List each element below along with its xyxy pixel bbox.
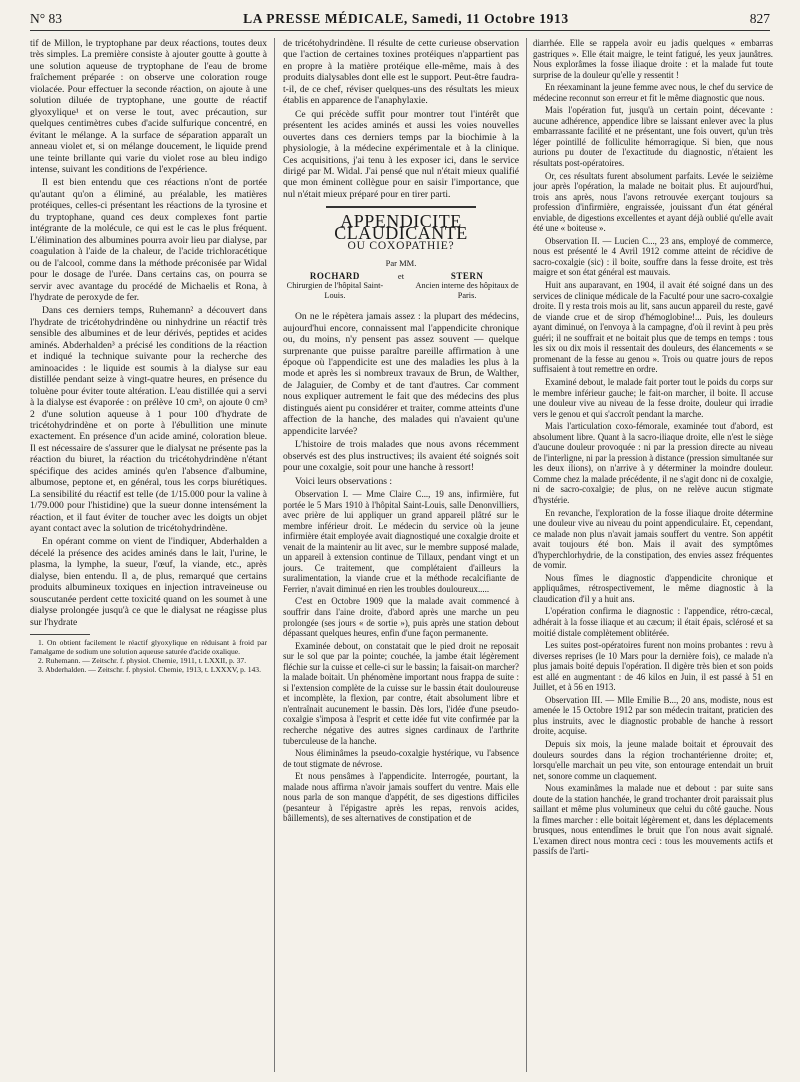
paragraph: Observation II. — Lucien C..., 23 ans, employé de commerce, nous est présenté le 4 Avril 1912 comme atteint de récidive de sacro-coxalgie (sic) : il boite, souffre dans la fesse droite, est très maigre et son état général est mauvais.: [533, 235, 773, 278]
paragraph: En revanche, l'exploration de la fosse iliaque droite détermine une douleur vive au niveau du point appendiculaire. Et, cependant, ce malade non plus n'avait jamais souffert du ventre. Son appétit avait toujours été bon. Mais il avait des symptômes d'hyperchlorhydrie, de la constipation, des envies assez fréquentes de vomir.: [533, 507, 773, 571]
paragraph: Depuis six mois, la jeune malade boitait et éprouvait des douleurs sourdes dans la région trochantérienne droite; et, lorsqu'elle marchait un peu vite, son entourage entendait un bruit net, sonore comme un claquement.: [533, 739, 773, 781]
footnote-separator: [30, 634, 90, 635]
column-3: [533, 38, 773, 1072]
footnote: 3. Abderhalden. — Zeitschr. f. physiol. Chemie, 1913, t. LXXXV, p. 143.: [38, 665, 262, 675]
paragraph: Observation III. — Mlle Emilie B..., 20 ans, modiste, nous est amenée le 15 Octobre 1912 par son médecin traitant, praticien des plus instruits, avec le diagnostic probable de hanche à ressort droite, acquise.: [533, 694, 773, 737]
author-2: [415, 271, 519, 301]
author-role: Ancien interne des hôpitaux de Paris.: [415, 281, 519, 301]
article-subtitle: OU COXOPATHIE?: [347, 240, 455, 253]
paragraph: Huit ans auparavant, en 1904, il avait été soigné dans un des services de clinique médicale de la Faculté pour une sacro-coxalgie droite. Il y resta trois mois au lit, sans aucun appareil du reste, gavé de viande crue et de sirop d'hémoglobine!... Puis, les douleurs ayant diminué, on l'envoya à la campagne, d'où il revint à peu près guéri; il ne souffrait et ne boitait plus que de temps en temps : tous les six ou dix mois il ressentait des douleurs, des élancements « se promenant de la fesse au genou ». Trois ou quatre jours de repos suffisaient à tout remettre en ordre.: [533, 280, 773, 375]
paragraph: L'histoire de trois malades que nous avons récemment observés est des plus instructives; ils avaient été soignés soit pour une coxalgie, soit pour une hanche à ressort!: [283, 439, 519, 474]
paragraph: En opérant comme on vient de l'indiquer, Abderhalden a décelé la présence des acides aminés dans le lait, l'urine, le plasma, la lymphe, la sueur, l'œuf, la viande, etc., après dialyse, bien entendu. Il a, de plus, remarqué que certains produits albumineux toxiques en injection intraveineuse ou souscutanée perdent cette toxicité quand on les soumet à une dialyse prolongée jusqu'à ce que le dialysat ne réagisse plus sur l'hydrate: [30, 536, 267, 628]
footnote: 1. On obtient facilement le réactif glyoxylique en réduisant à froid par l'amalgame de sodium une solution aqueuse saturée d'acide oxalique.: [30, 638, 267, 657]
article-title: APPENDICITE CLAUDICANTE: [334, 211, 468, 243]
byline-par: Par MM.: [385, 257, 417, 268]
article-separator: [326, 206, 476, 208]
paragraph: L'opération confirma le diagnostic : l'appendice, rétro-cæcal, adhérait à la fosse iliaque et au cæcum; il était épais, sclérosé et sa moitié distale complètement oblitérée.: [533, 606, 773, 638]
paragraph: Or, ces résultats furent absolument parfaits. Levée le seizième jour après l'opération, la malade ne boitait plus. Et aujourd'hui, trois ans après, nous l'avons retrouvée exerçant toujours sa profession d'infirmière, engraissée, jouissant d'un état général enviable, de digestions excellentes et ayant déjà oublié qu'elle avait été une « boiteuse ».: [533, 170, 773, 234]
journal-title-date: LA PRESSE MÉDICALE, Samedi, 11 Octobre 1913: [243, 11, 569, 26]
paragraph: On ne le répètera jamais assez : la plupart des médecins, aujourd'hui encore, connaissent mal l'appendicite chronique ou, du moins, n'y pensent pas assez souvent — quelque surprenante que puisse paraître pareille affirmation à une époque où l'appendicite est une des maladies les plus à la mode et après les si nombreux travaux de Brun, de Walther, de Jalaguier, de Comby et de tant d'autres. Car comment nous expliquer autrement le fait que des médecins des plus distingués aient pu considérer et traiter, comme atteints d'une affection de la hanche, des malades qui n'avaient qu'une appendicite larvée?: [283, 311, 519, 437]
observation-1: [283, 489, 519, 824]
page-header: [30, 8, 770, 31]
paragraph: tif de Millon, le tryptophane par deux réactions, toutes deux très simples. La première consiste à ajouter goutte à goutte à une solution aqueuse de tryptophane de l'eau de brome fraîchement préparée : on observe une coloration rouge violacée. Pour effectuer la seconde réaction, on ajoute à une solution diluée de tryptophane, une goutte de réactif glyoxylique¹ et on verse le tout, avec précaution, sur quelques centimètres cubes d'acide sulfurique concentré, en évitant le mélange. A la surface de séparation apparaît un anneau violet et, si on mélange doucement, le liquide prend une teinte brillante qui varie du violet rose au bleu indigo intense, suivant les conditions de l'expérience.: [30, 38, 267, 175]
paragraph: Ce qui précède suffit pour montrer tout l'intérêt que présentent les acides aminés et aussi les voies nouvelles ouvertes dans ces derniers temps par la biochimie à la physiologie, à la médecine expérimentale et à la clinique. Ces acquisitions, j'ai tenu à les exposer ici, dans le service dirigé par M. Widal. J'ai pensé que nul n'était mieux qualifié que mon éminent collègue pour en saisir l'importance, que nul n'était mieux préparé pour en tirer parti.: [283, 108, 519, 200]
paragraph: Il est bien entendu que ces réactions n'ont de portée qu'autant qu'on a éliminé, au préalable, les matières protéiques, celles-ci présentant les réactions de la tyrosine et du tryptophane, quand ces deux complexes font partie intégrante de la molécule, ce qui est le cas le plus fréquent. L'élimination des albumines pourra avoir lieu par dialyse, par coagulation à l'aide de la chaleur, de l'acide trichloracétique ou de l'alcool, comme dans la méthode préconisée par Widal pour le dosage de l'urée. Dans certains cas, on pourra se servir avec avantage du procédé de Michaelis et Rona, à l'hydrate de peroxyde de fer.: [30, 177, 267, 303]
column-2: [283, 38, 519, 1072]
footnote: 2. Ruhemann. — Zeitschr. f. physiol. Chemie, 1911, t. LXXII, p. 37.: [38, 656, 247, 666]
issue-number: N° 83: [30, 11, 63, 26]
paragraph: Examiné debout, le malade fait porter tout le poids du corps sur le membre inférieur gauche; le fait-on marcher, il boite. Il accuse une douleur vive au niveau de la fesse droite, douleur qui irradie vers le genou et qui s'accroît pendant la marche.: [533, 376, 773, 419]
paragraph: En réexaminant la jeune femme avec nous, le chef du service de médecine reconnut son erreur et fit le même diagnostic que nous.: [533, 82, 773, 103]
author-1: [283, 271, 387, 301]
paragraph: Dans ces derniers temps, Ruhemann² a découvert dans l'hydrate de tricétohydrindène ou ninhydrine un réactif très sensible des albumines et de leur dérivés, peptides et acides aminés. Abderhalden³ a précisé les conditions de la réaction et indiqué la technique suivante pour la recherche des aminoacides : le liquide est soumis à la dialyse sur eau distillée pendant seize à vingt-quatre heures, en présence du toluène pour éviter toute altération. L'eau distillée qui a servi à la dialyse est évaporée : on prélève 10 cm³, on ajoute 0 cm³ 2 d'une solution aqueuse à 1 pour 100 d'hydrate de tricétohydrindène et on porte à l'ébullition une minute exactement. En présence d'un acide aminé, coloration bleue. Il est nécessaire de s'assurer que le dialysat ne présente pas la réaction du biuret, la réaction du tricétohydrindène n'étant spécifique des acides aminés qu'en l'absence d'albumine, albumose, peptone et, en général, tous les corps biurétiques. La sensibilité du réactif est telle (de 1/15.000 pour la valine à 1/79.000 pour l'histidine) que la sueur donne intensément la réaction, et il faut éviter de toucher avec les doigts un objet ayant contact avec la solution de tricétohydrindène.: [30, 305, 267, 535]
author-name: ROCHARD: [309, 271, 360, 282]
paragraph: Examinée debout, on constatait que le pied droit ne reposait sur le sol que par la pointe; couchée, la jambe était légèrement fléchie sur la cuisse et celle-ci sur le bassin; la faisait-on marcher? la malade boitait. Un phénomène important nous frappa de suite : si l'extension complète de la cuisse sur le bassin était douloureuse et incomplète, la flexion, par contre, était absolument libre et n'entraînait aucunement le bassin. Dès lors, l'idée d'une pseudo-coxalgie s'imposa à l'esprit et cette idée fut vite confirmée par la recherche négative des autres signes cardinaux de l'arthrite tuberculeuse de la hanche.: [283, 640, 519, 746]
paragraph: Les suites post-opératoires furent non moins probantes : revu à diverses reprises (le 10 Mars pour la dernière fois), ce malade n'a plus jamais boité depuis l'opération. Il digère très bien et son poids est allé en augmentant : de 46 kilos en Juin, il est passé à 51 en Juillet, et à 56 en 1913.: [533, 640, 773, 693]
authors: [283, 271, 519, 301]
author-role: Chirurgien de l'hôpital Saint-Louis.: [286, 281, 384, 301]
paragraph: Mais l'opération fut, jusqu'à un certain point, décevante : aucune adhérence, appendice libre se laissant enlever avec la plus embarrassante facilité et ne présentant, une fois ouvert, qu'un très léger pointillé de folliculite hémorragique. Si bien, que nous aurions pu douter de l'exactitude du diagnostic, n'étaient les résultats post-opératoires.: [533, 105, 773, 169]
paragraph: C'est en Octobre 1909 que la malade avait commencé à souffrir dans l'aine droite, d'abord après une marche un peu prolongée (ses jours « de sortie »), puis après une station debout dépassant quelques heures, enfin d'une façon permanente.: [283, 596, 519, 639]
paragraph: Nous fîmes le diagnostic d'appendicite chronique et appliquâmes, rétrospectivement, le même diagnostic à la claudication d'il y a huit ans.: [533, 572, 773, 604]
page-number: 827: [749, 11, 770, 26]
column-rule-1: [274, 38, 275, 1072]
paragraph: Nous éliminâmes la pseudo-coxalgie hystérique, vu l'absence de tout stigmate de névrose.: [283, 748, 519, 769]
author-conjunction: et: [397, 271, 405, 282]
author-name: STERN: [450, 271, 484, 282]
paragraph: Et nous pensâmes à l'appendicite. Interrogée, pourtant, la malade nous affirma n'avoir jamais souffert du ventre. Mais elle nous parla de son manque d'appétit, de ses digestions difficiles (pesanteur à l'épigastre après les repas, renvois acides, bâillements), de ses alternatives de constipation et de: [283, 771, 519, 824]
paragraph: Observation I. — Mme Claire C..., 19 ans, infirmière, fut portée le 5 Mars 1910 à l'hôpital Saint-Louis, salle Denonvilliers, avec prière de lui appliquer un grand appareil plâtré sur le membre inférieur droit. Le médecin du service où la jeune infirmière était employée avait diagnostiqué une coxalgie droite et venait de la maintenir au lit avec, sur le membre supposé malade, un appareil à extension continue de Tillaux, pendant vingt et un jours. Ce traitement, que complétaient d'ailleurs la suralimentation, la viande crue et la méthode recalcifiante de Ferrier, n'avait diminué en rien les troubles douloureux.....: [283, 488, 519, 594]
paragraph: Mais l'articulation coxo-fémorale, examinée tout d'abord, est absolument libre. Quant à la sacro-iliaque droite, elle n'est le siège d'aucune douleur provoquée : ni par la pression directe au niveau de l'interligne, ni par la pression à distance (pression simultanée sur les deux ilions), on n'arrive à y déterminer la moindre douleur. Comme chez la malade précédente, il ne s'agit donc ni de coxalgie, ni de sacro-coxalgie; de plus, on ne relève aucun stigmate d'hystérie.: [533, 421, 773, 505]
paragraph: Voici leurs observations :: [295, 475, 393, 487]
paragraph: Nous examinâmes la malade nue et debout : par suite sans doute de la station hanchée, le grand trochanter droit paraissait plus saillant et même plus volumineux que celui du côté gauche. Nous la fîmes marcher : elle boitait légèrement et, dans les déplacements brusques, nous entendîmes le bruit que l'on nous avait signalé. L'examen direct nous montra ceci : tous les mouvements actifs et passifs de l'arti-: [533, 783, 773, 857]
footnotes: [30, 638, 267, 674]
paragraph: diarrhée. Elle se rappela avoir eu jadis quelques « embarras gastriques ». Elle était maigre, le teint fatigué, les yeux jaunâtres. Nous explorâmes la fosse iliaque droite : et la malade fut toute surprise de la douleur qu'elle y ressentit !: [533, 38, 773, 80]
column-rule-2: [526, 38, 527, 1072]
column-1: [30, 38, 267, 1072]
paragraph: de tricétohydrindène. Il résulte de cette curieuse observation que l'action de certaines toxines protéiques n'appartient pas en propre à la matière protéique elle-même, mais à des produits dialysables dont elle est le support. Peut-être faudra-t-il, de ce chef, réviser quelques-uns des résultats les mieux établis en apparence de l'anaphylaxie.: [283, 38, 519, 107]
